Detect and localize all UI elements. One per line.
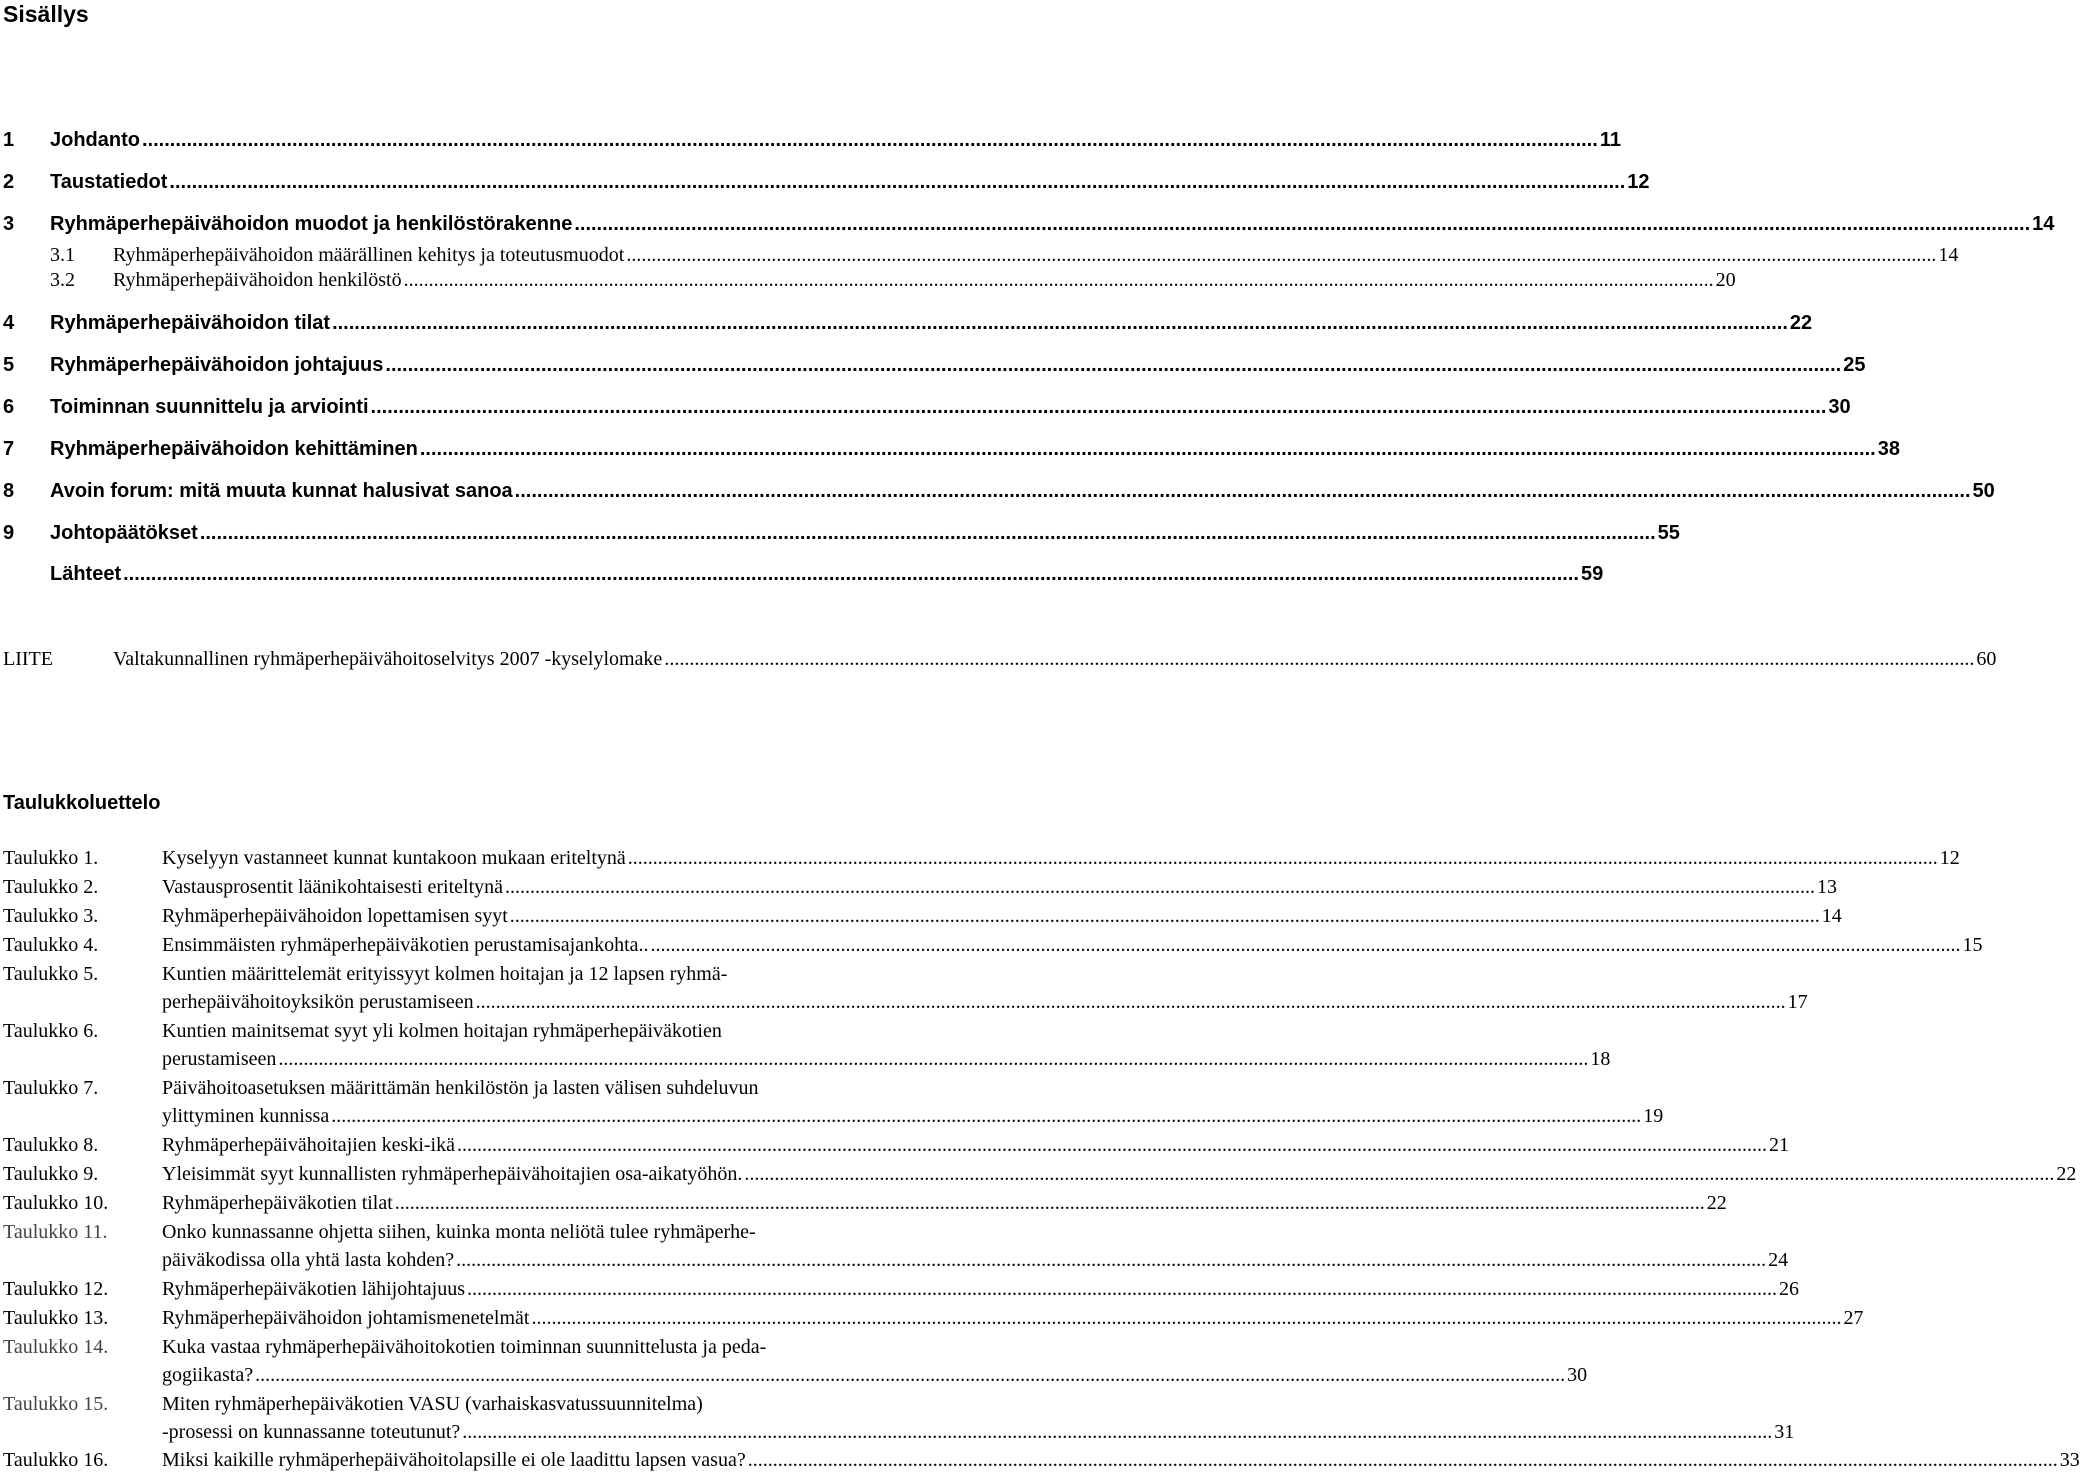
toc-entry-page: 30 bbox=[1828, 396, 1851, 418]
appendix-row[interactable] bbox=[0, 647, 1997, 671]
dot-leader bbox=[395, 1189, 1705, 1217]
table-entry-title: perhepäivähoitoyksikön perustamiseen bbox=[162, 991, 474, 1013]
table-entry-title: Kuntien mainitsemat syyt yli kolmen hoitajan ryhmäperhepäiväkotien bbox=[162, 1020, 722, 1042]
dot-leader bbox=[748, 1446, 2058, 1474]
appendix-page: 60 bbox=[1976, 648, 1997, 670]
toc-entry[interactable] bbox=[0, 311, 1813, 335]
table-entry-body bbox=[162, 1017, 1611, 1073]
toc-entry[interactable] bbox=[0, 562, 1604, 586]
dot-leader bbox=[404, 268, 1714, 292]
table-entry-line bbox=[162, 844, 1960, 872]
table-entry-body bbox=[162, 1304, 1864, 1332]
table-entry-line bbox=[162, 1102, 1664, 1130]
dot-leader bbox=[505, 873, 1815, 901]
table-entry-body bbox=[162, 1333, 1588, 1389]
table-entry-line bbox=[162, 931, 1983, 959]
toc-entry[interactable] bbox=[0, 521, 1680, 545]
toc-entry-title: Avoin forum: mitä muuta kunnat halusivat sanoa bbox=[50, 480, 513, 502]
table-entry-title: Miten ryhmäperhepäiväkotien VASU (varhaiskasvatussuunnitelma) bbox=[162, 1393, 703, 1415]
contents-heading: Sisällys bbox=[3, 1, 89, 27]
table-entry-title: Onko kunnassanne ohjetta siihen, kuinka monta neliötä tulee ryhmäperhe- bbox=[162, 1221, 756, 1243]
table-entry-label: Taulukko 16. bbox=[3, 1449, 109, 1471]
table-entry-title: -prosessi on kunnassanne toteutunut? bbox=[162, 1421, 461, 1443]
table-entry-title: Yleisimmät syyt kunnallisten ryhmäperhepäivähoitajien osa-aikatyöhön. bbox=[162, 1163, 743, 1185]
toc-entry[interactable] bbox=[0, 212, 2055, 236]
table-entry-body bbox=[162, 931, 1983, 959]
table-entry-label: Taulukko 9. bbox=[3, 1163, 99, 1185]
toc-entry[interactable] bbox=[0, 479, 1995, 503]
toc-entry-number: 1 bbox=[3, 129, 15, 151]
dot-leader bbox=[142, 128, 1598, 152]
tables-heading: Taulukkoluettelo bbox=[3, 792, 161, 814]
toc-entry-title: Johdanto bbox=[50, 129, 140, 151]
dot-leader bbox=[574, 212, 2030, 236]
dot-leader bbox=[420, 437, 1876, 461]
dot-leader bbox=[626, 243, 1936, 267]
table-entry-title: Vastausprosentit läänikohtaisesti eriteltynä bbox=[162, 876, 504, 898]
table-entry-line bbox=[162, 1218, 960, 1246]
table-entry-page: 22 bbox=[1706, 1192, 1727, 1214]
toc-entry-number: 4 bbox=[3, 312, 15, 334]
table-entry-title: Miksi kaikille ryhmäperhepäivähoitolapsille ei ole laadittu lapsen vasua? bbox=[162, 1449, 746, 1471]
toc-entry-page: 25 bbox=[1843, 354, 1866, 376]
dot-leader bbox=[462, 1418, 1772, 1446]
table-entry-line bbox=[162, 988, 1808, 1016]
table-entry-title: Ensimmäisten ryhmäperhepäiväkotien perustamisajankohta.. bbox=[162, 934, 649, 956]
dot-leader bbox=[332, 311, 1788, 335]
toc-entry-number: 9 bbox=[3, 522, 15, 544]
toc-entry-number: 3.2 bbox=[50, 269, 75, 291]
table-entry-title: ylittyminen kunnissa bbox=[162, 1105, 330, 1127]
toc-entry-title: Toiminnan suunnittelu ja arviointi bbox=[50, 396, 369, 418]
table-entry-title: Kyselyyn vastanneet kunnat kuntakoon mukaan eriteltynä bbox=[162, 847, 626, 869]
dot-leader bbox=[744, 1160, 2054, 1188]
table-entry-page: 33 bbox=[2059, 1449, 2080, 1471]
table-entry-label: Taulukko 8. bbox=[3, 1134, 99, 1156]
table-entry-title: Ryhmäperhepäivähoidon johtamismenetelmät bbox=[162, 1307, 530, 1329]
toc-entry[interactable] bbox=[0, 128, 1621, 152]
table-entry-label: Taulukko 10. bbox=[3, 1192, 109, 1214]
dot-leader bbox=[628, 844, 1938, 872]
table-entry-label: Taulukko 15. bbox=[3, 1393, 109, 1415]
toc-entry-page: 14 bbox=[2032, 213, 2055, 235]
toc-entry-page: 50 bbox=[1972, 480, 1995, 502]
dot-leader bbox=[255, 1361, 1565, 1389]
table-entry-body bbox=[162, 1446, 2080, 1474]
table-entry-line bbox=[162, 1045, 1611, 1073]
toc-entry-title: Ryhmäperhepäivähoidon kehittäminen bbox=[50, 438, 418, 460]
toc-entry-number: 6 bbox=[3, 396, 15, 418]
table-entry-title: päiväkodissa olla yhtä lasta kohden? bbox=[162, 1249, 455, 1271]
table-entry-body bbox=[162, 1160, 2077, 1188]
toc-entry-page: 55 bbox=[1657, 522, 1680, 544]
toc-entry-page: 14 bbox=[1938, 244, 1959, 266]
table-entry-line bbox=[162, 1304, 1864, 1332]
dot-leader bbox=[456, 1246, 1766, 1274]
table-entry-label: Taulukko 14. bbox=[3, 1336, 109, 1358]
dot-leader bbox=[664, 647, 1974, 671]
dot-leader bbox=[385, 353, 1841, 377]
table-entry-label: Taulukko 5. bbox=[3, 963, 99, 985]
toc-entry-page: 59 bbox=[1580, 563, 1604, 585]
table-entry-page: 15 bbox=[1962, 934, 1983, 956]
table-entry-label: Taulukko 12. bbox=[3, 1278, 109, 1300]
table-entry-line bbox=[162, 902, 1842, 930]
toc-entry-page: 12 bbox=[1627, 171, 1650, 193]
dot-leader bbox=[169, 170, 1625, 194]
table-entry-page: 19 bbox=[1643, 1105, 1664, 1127]
table-entry-title: Ryhmäperhepäiväkotien lähijohtajuus bbox=[162, 1278, 466, 1300]
table-entry-title: Kuntien määrittelemät erityissyyt kolmen hoitajan ja 12 lapsen ryhmä- bbox=[162, 963, 728, 985]
table-entry-label: Taulukko 6. bbox=[3, 1020, 99, 1042]
dot-leader bbox=[200, 521, 1656, 545]
toc-entry-number: 7 bbox=[3, 438, 15, 460]
dot-leader bbox=[278, 1045, 1588, 1073]
table-entry-title: Päivähoitoasetuksen määrittämän henkilöstön ja lasten välisen suhdeluvun bbox=[162, 1077, 759, 1099]
toc-entry-title: Ryhmäperhepäivähoidon muodot ja henkilöstörakenne bbox=[50, 213, 573, 235]
toc-entry-title: Ryhmäperhepäivähoidon määrällinen kehitys ja toteutusmuodot bbox=[113, 244, 625, 266]
toc-entry-number: 8 bbox=[3, 480, 15, 502]
table-entry-body bbox=[162, 844, 1960, 872]
table-entry-label: Taulukko 3. bbox=[3, 905, 99, 927]
table-entry-line bbox=[162, 1017, 960, 1045]
table-entry-line bbox=[162, 1131, 1789, 1159]
table-entry-page: 21 bbox=[1769, 1134, 1789, 1156]
toc-entry-number: 3.1 bbox=[50, 244, 75, 266]
table-entry-line bbox=[162, 1189, 1727, 1217]
table-entry-page: 27 bbox=[1843, 1307, 1864, 1329]
dot-leader bbox=[457, 1131, 1767, 1159]
appendix-title: Valtakunnallinen ryhmäperhepäivähoitoselvitys 2007 -kyselylomake bbox=[113, 648, 663, 670]
toc-entry-title: Ryhmäperhepäivähoidon henkilöstö bbox=[113, 269, 402, 291]
table-entry-label: Taulukko 11. bbox=[3, 1221, 108, 1243]
table-entry-line bbox=[162, 1390, 960, 1418]
table-entry-body bbox=[162, 1275, 1800, 1303]
table-entry-page: 22 bbox=[2056, 1163, 2077, 1185]
toc-entry-number: 5 bbox=[3, 354, 15, 376]
table-entry-title: Ryhmäperhepäiväkotien tilat bbox=[162, 1192, 393, 1214]
table-entry-body bbox=[162, 873, 1838, 901]
table-entry-page: 31 bbox=[1774, 1421, 1795, 1443]
table-entry-label: Taulukko 4. bbox=[3, 934, 99, 956]
table-entry-line bbox=[162, 1074, 960, 1102]
table-entry-title: gogiikasta? bbox=[162, 1364, 254, 1386]
table-entry-label: Taulukko 7. bbox=[3, 1077, 99, 1099]
table-entry-line bbox=[162, 1275, 1800, 1303]
table-entry-body bbox=[162, 1218, 1789, 1274]
table-entry-label: Taulukko 2. bbox=[3, 876, 99, 898]
table-entry-page: 14 bbox=[1821, 905, 1842, 927]
toc-entry-title: Lähteet bbox=[50, 563, 122, 585]
table-entry-page: 24 bbox=[1768, 1249, 1789, 1271]
table-entry-body bbox=[162, 902, 1842, 930]
table-entry-body bbox=[162, 1074, 1664, 1130]
toc-entry[interactable] bbox=[0, 268, 1736, 292]
dot-leader bbox=[531, 1304, 1841, 1332]
dot-leader bbox=[123, 562, 1579, 586]
table-entry-body bbox=[162, 1390, 1795, 1446]
table-entry-line bbox=[162, 1418, 1795, 1446]
table-entry-title: perustamiseen bbox=[162, 1048, 277, 1070]
toc-entry[interactable] bbox=[0, 243, 1959, 267]
dot-leader bbox=[476, 988, 1786, 1016]
toc-entry-page: 22 bbox=[1789, 312, 1813, 334]
table-entry-line bbox=[162, 1333, 960, 1361]
table-entry-line bbox=[162, 1160, 2077, 1188]
table-entry-page: 13 bbox=[1817, 876, 1838, 898]
toc-entry-title: Taustatiedot bbox=[50, 171, 168, 193]
table-entry-line bbox=[162, 1446, 2080, 1474]
table-entry-line bbox=[162, 960, 960, 988]
table-entry-title: Ryhmäperhepäivähoidon lopettamisen syyt bbox=[162, 905, 508, 927]
toc-entry-page: 11 bbox=[1599, 129, 1621, 151]
toc-entry[interactable] bbox=[0, 437, 1900, 461]
table-entry-body bbox=[162, 1131, 1789, 1159]
table-entry-line bbox=[162, 1246, 1789, 1274]
table-entry-body bbox=[162, 960, 1808, 1016]
table-entry-line bbox=[162, 873, 1838, 901]
toc-entry-page: 20 bbox=[1715, 269, 1736, 291]
toc-entry[interactable] bbox=[0, 170, 1650, 194]
table-entry-page: 26 bbox=[1779, 1278, 1800, 1300]
table-entry-page: 17 bbox=[1787, 991, 1808, 1013]
dot-leader bbox=[510, 902, 1820, 930]
appendix-label: LIITE bbox=[3, 648, 53, 670]
table-entry-page: 12 bbox=[1939, 847, 1960, 869]
table-entry-title: Kuka vastaa ryhmäperhepäivähoitokotien toiminnan suunnittelusta ja peda- bbox=[162, 1336, 767, 1358]
table-entry-title: Ryhmäperhepäivähoitajien keski-ikä bbox=[162, 1134, 455, 1156]
toc-entry-title: Ryhmäperhepäivähoidon johtajuus bbox=[50, 354, 384, 376]
toc-entry-page: 38 bbox=[1877, 438, 1900, 460]
table-entry-label: Taulukko 13. bbox=[3, 1307, 109, 1329]
dot-leader bbox=[651, 931, 1961, 959]
toc-entry[interactable] bbox=[0, 395, 1851, 419]
table-entry-body bbox=[162, 1189, 1727, 1217]
toc-entry-title: Johtopäätökset bbox=[50, 522, 198, 544]
table-entry-page: 30 bbox=[1567, 1364, 1588, 1386]
dot-leader bbox=[515, 479, 1971, 503]
toc-entry-number: 3 bbox=[3, 213, 15, 235]
table-entry-label: Taulukko 1. bbox=[3, 847, 99, 869]
dot-leader bbox=[371, 395, 1827, 419]
dot-leader bbox=[467, 1275, 1777, 1303]
toc-entry-title: Ryhmäperhepäivähoidon tilat bbox=[50, 312, 331, 334]
table-entry-line bbox=[162, 1361, 1588, 1389]
table-entry-page: 18 bbox=[1590, 1048, 1611, 1070]
toc-entry-number: 2 bbox=[3, 171, 15, 193]
dot-leader bbox=[331, 1102, 1641, 1130]
toc-entry[interactable] bbox=[0, 353, 1866, 377]
